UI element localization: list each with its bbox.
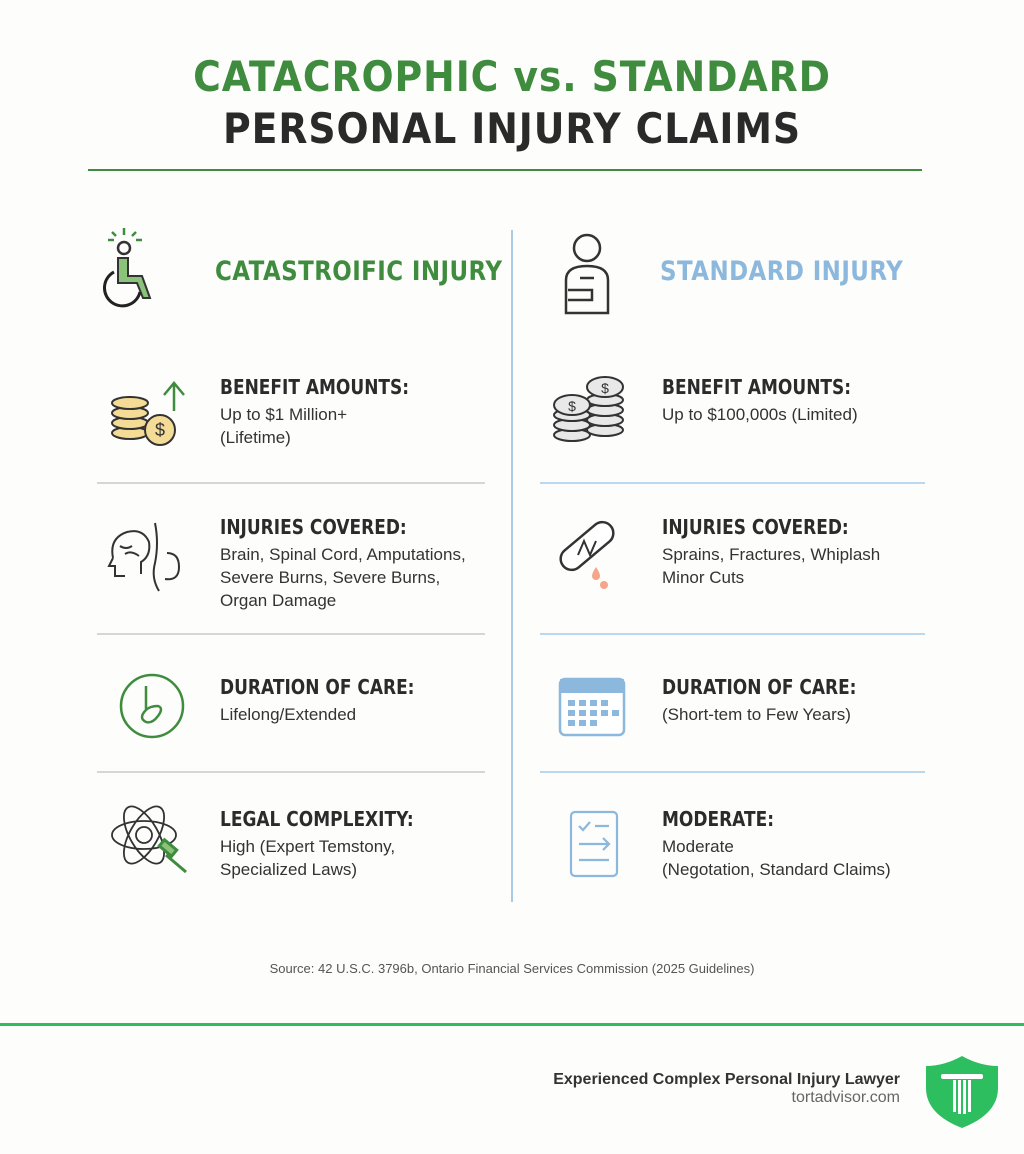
benefit-label: BENEFIT AMOUNTS: <box>662 375 852 399</box>
coin-stacks-icon <box>550 375 630 445</box>
svg-text:$: $ <box>601 380 609 396</box>
standard-heading: STANDARD INJURY <box>660 256 904 287</box>
benefit-value: Up to $1 Million+ (Lifetime) <box>220 405 348 447</box>
svg-text:$: $ <box>568 398 576 414</box>
injuries-value: Sprains, Fractures, Whiplash Minor Cuts <box>662 545 881 587</box>
injuries-label: INJURIES COVERED: <box>220 515 407 539</box>
injuries-label: INJURIES COVERED: <box>662 515 849 539</box>
row-separator <box>97 771 485 773</box>
standard-person-icon <box>552 228 622 318</box>
row-separator <box>540 771 925 773</box>
duration-value: Lifelong/Extended <box>220 705 357 724</box>
row-separator <box>540 482 925 484</box>
legal-value: Moderate (Negotation, Standard Claims) <box>662 837 891 879</box>
title-divider <box>88 169 922 171</box>
benefit-label: BENEFIT AMOUNTS: <box>220 375 410 399</box>
footer-divider <box>0 1023 1024 1026</box>
shield-pillar-logo-icon <box>925 1054 1000 1129</box>
checklist-icon <box>565 810 620 880</box>
row-separator <box>97 633 485 635</box>
injuries-value: Brain, Spinal Cord, Amputations, Severe Burns, Severe Burns, Organ Damage <box>220 545 466 610</box>
bandage-icon <box>552 515 622 590</box>
row-separator <box>97 482 485 484</box>
footer-site-link[interactable]: tortadvisor.com <box>791 1089 900 1106</box>
svg-text:$: $ <box>154 420 166 440</box>
brain-spine-organ-icon <box>105 518 190 598</box>
legal-value: High (Expert Temstony, Specialized Laws) <box>220 837 396 879</box>
source-citation: Source: 42 U.S.C. 3796b, Ontario Financial Services Commission (2025 Guidelines) <box>269 961 755 976</box>
benefit-value: Up to $100,000s (Limited) <box>662 405 858 424</box>
infinity-clock-icon <box>118 672 186 740</box>
legal-label: LEGAL COMPLEXITY: <box>220 807 414 831</box>
wheelchair-person-icon <box>100 226 170 316</box>
legal-label: MODERATE: <box>662 807 775 831</box>
row-separator <box>540 633 925 635</box>
column-divider <box>511 230 513 902</box>
catastrophic-heading: CATASTROIFIC INJURY <box>215 256 503 287</box>
title-line-1: CATACROPHIC vs. STANDARD <box>193 52 831 101</box>
footer-tagline: Experienced Complex Personal Injury Lawyer <box>553 1071 900 1088</box>
duration-label: DURATION OF CARE: <box>662 675 857 699</box>
coins-arrow-up-icon <box>108 373 188 448</box>
duration-label: DURATION OF CARE: <box>220 675 415 699</box>
duration-value: (Short-tem to Few Years) <box>662 705 851 724</box>
calendar-icon <box>558 673 626 737</box>
atom-gavel-icon <box>106 800 191 878</box>
title-line-2: PERSONAL INJURY CLAIMS <box>223 104 801 153</box>
